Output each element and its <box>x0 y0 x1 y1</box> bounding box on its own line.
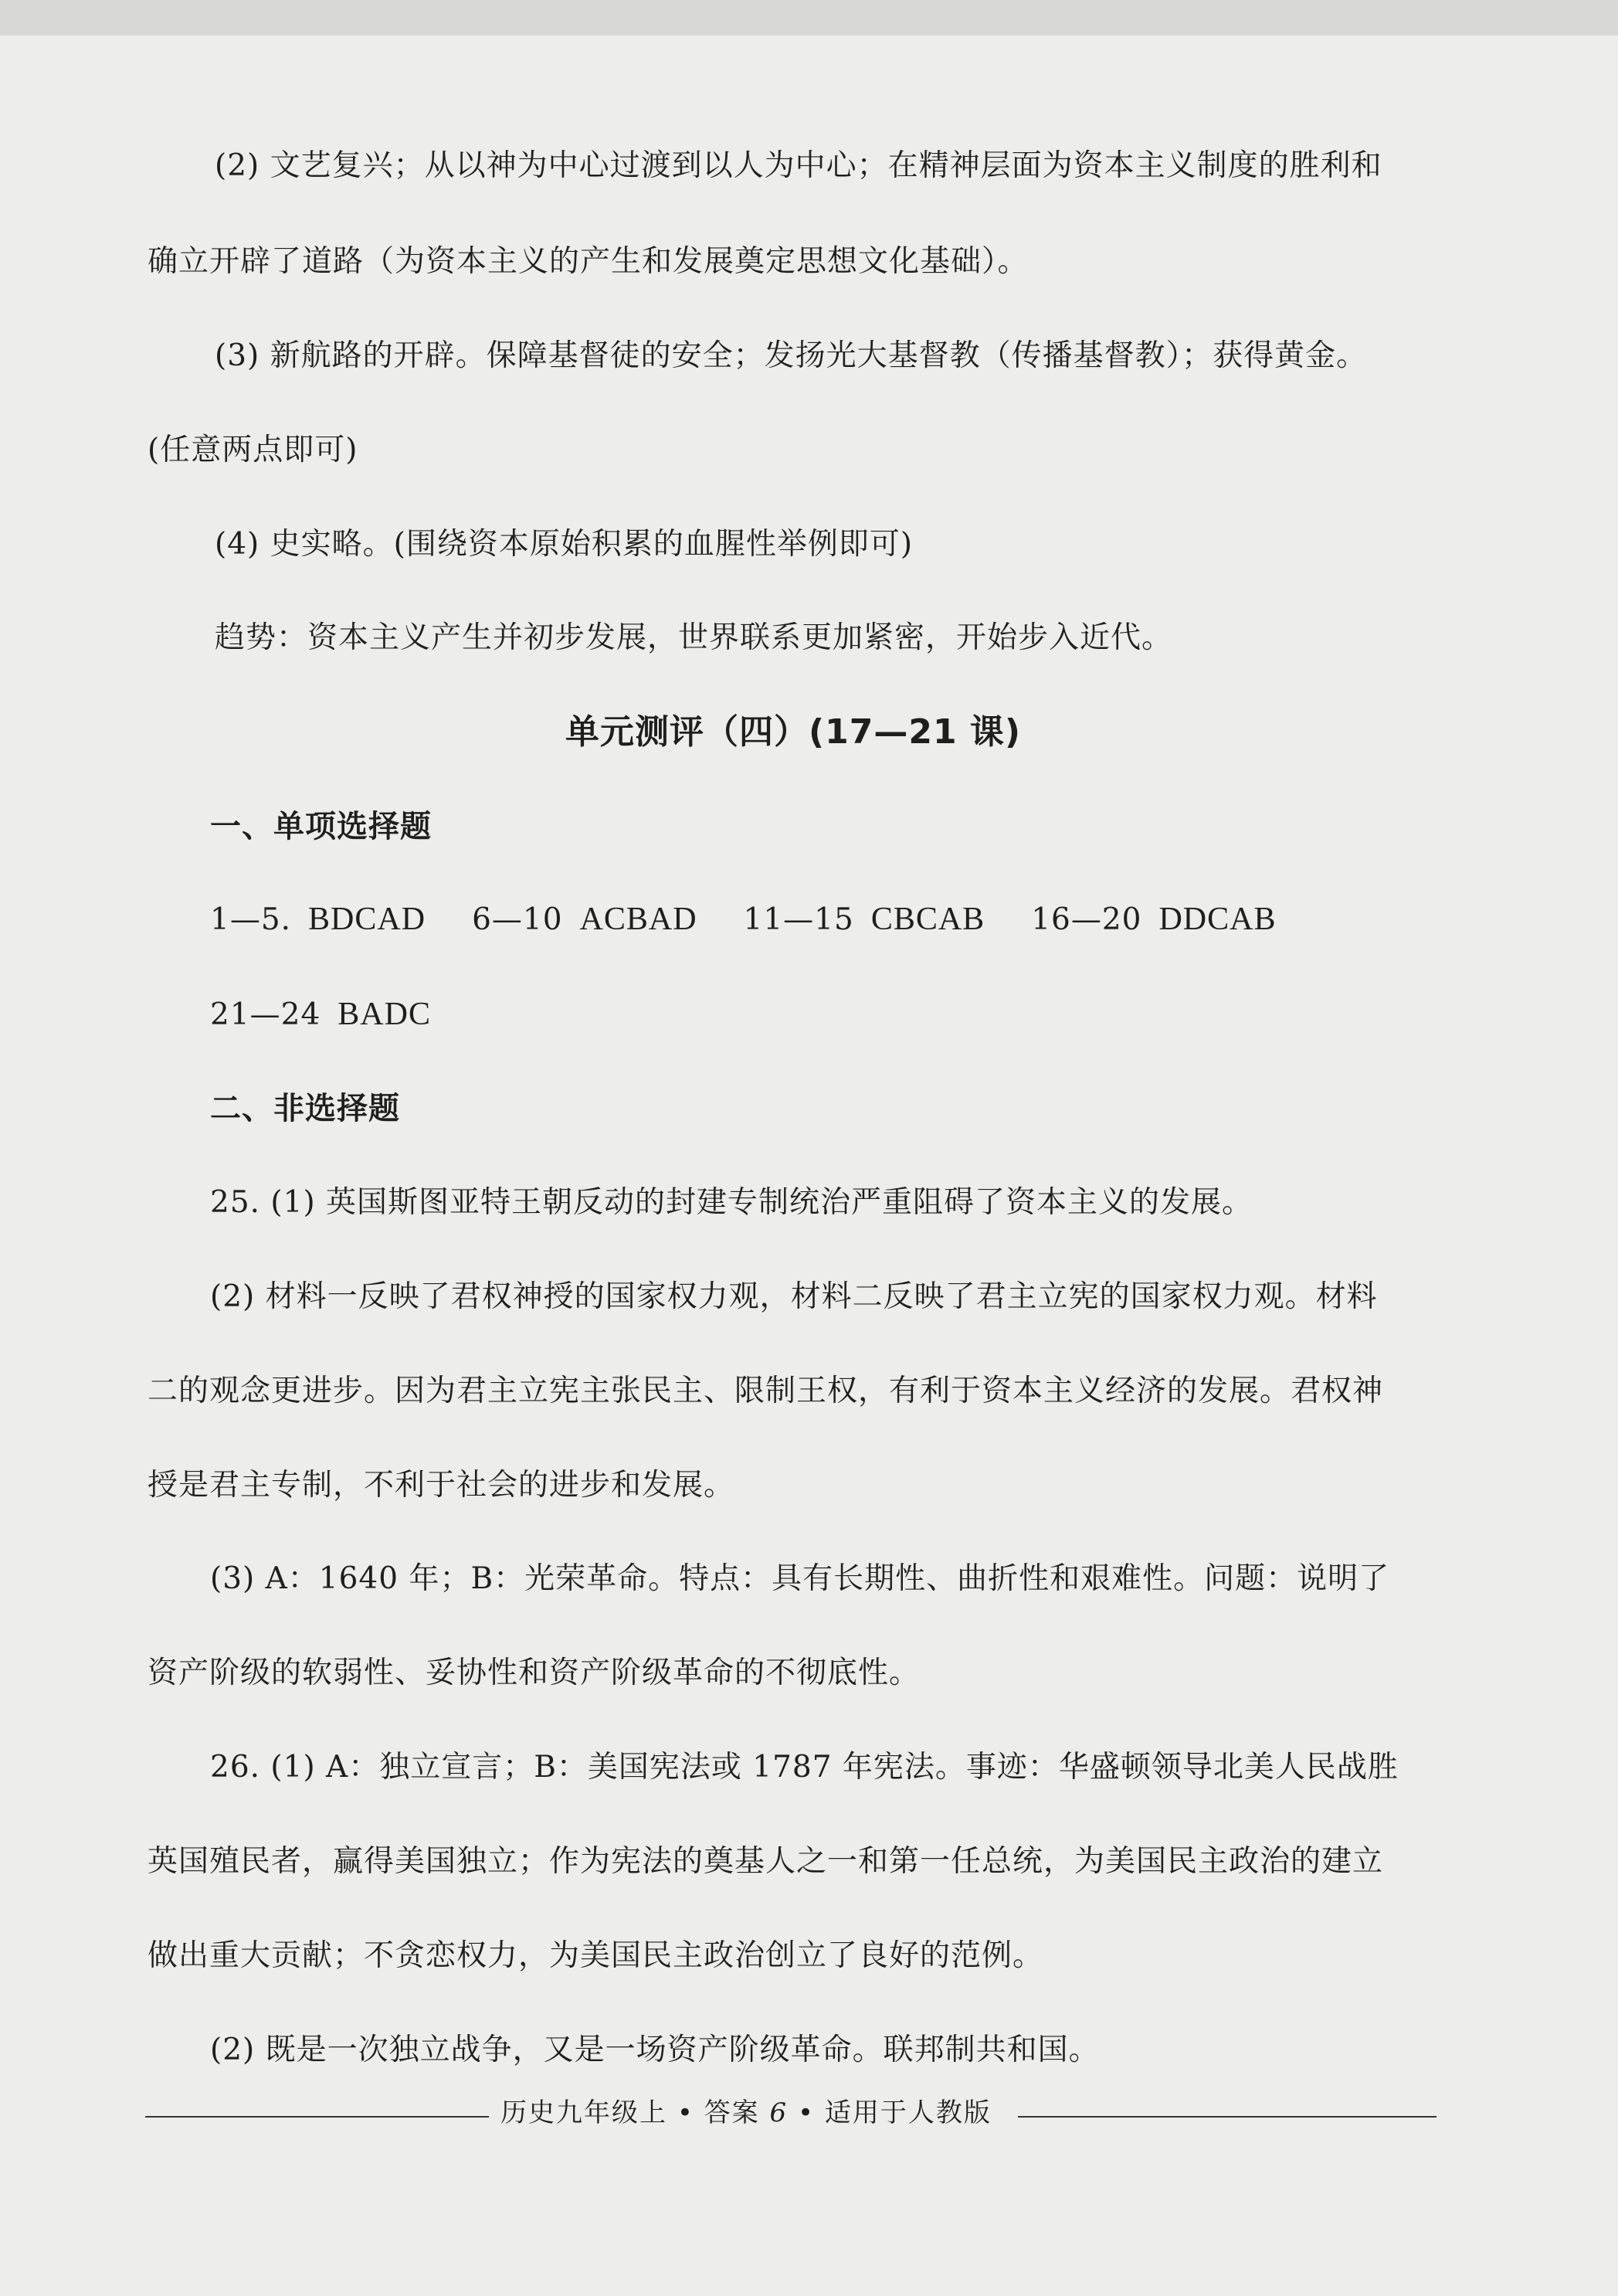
mc-answer: DDCAB <box>1158 902 1277 937</box>
answer-line: (2) 文艺复兴；从以神为中心过渡到以人为中心；在精神层面为资本主义制度的胜利和 <box>215 148 1382 183</box>
q25-line: 授是君主专制，不利于社会的进步和发展。 <box>148 1468 735 1503</box>
page-footer <box>500 2097 992 2128</box>
mc-range-label: 21—24 <box>210 997 321 1032</box>
q26-line: 英国殖民者，赢得美国独立；作为宪法的奠基人之一和第一任总统，为美国民主政治的建立 <box>148 1844 1384 1879</box>
mc-answer: BDCAD <box>308 902 426 937</box>
answer-line: 趋势：资本主义产生并初步发展，世界联系更加紧密，开始步入近代。 <box>215 620 1173 655</box>
footer-rule-right <box>1018 2116 1437 2118</box>
footer-dot: • <box>677 2097 694 2128</box>
footer-rule-left <box>145 2116 489 2118</box>
answer-line: 确立开辟了道路（为资本主义的产生和发展奠定思想文化基础）。 <box>148 244 1029 279</box>
q26-line: 26. (1) A：独立宣言；B：美国宪法或 1787 年宪法。事迹：华盛顿领导北美人民战胜 <box>210 1750 1399 1785</box>
footer-subject: 历史九年级上 <box>500 2097 667 2128</box>
footer-dot: • <box>797 2097 816 2128</box>
mc-answers-row-1 <box>210 903 1323 936</box>
q25-line: 资产阶级的软弱性、妥协性和资产阶级革命的不彻底性。 <box>148 1656 921 1690</box>
mc-range-label: 11—15 <box>743 902 854 937</box>
mc-answer: CBCAB <box>870 902 985 937</box>
mc-answers-row-2 <box>210 998 477 1031</box>
mc-answer: BADC <box>338 997 431 1032</box>
answer-line: (4) 史实略。(围绕资本原始积累的血腥性举例即可) <box>215 527 914 562</box>
footer-page-number: 6 <box>769 2097 789 2128</box>
scan-top-edge <box>0 0 1618 36</box>
answer-line: (3) 新航路的开辟。保障基督徒的安全；发扬光大基督教（传播基督教）；获得黄金。 <box>215 338 1368 373</box>
q26-line: 做出重大贡献；不贪恋权力，为美国民主政治创立了良好的范例。 <box>148 1938 1044 1973</box>
part1-heading: 一、单项选择题 <box>210 809 432 844</box>
mc-range-label: 1—5. <box>210 902 292 937</box>
footer-edition: 适用于人教版 <box>824 2097 992 2128</box>
footer-answer-label: 答案 <box>704 2097 760 2128</box>
mc-answer: ACBAD <box>579 902 697 937</box>
q25-line: (3) A：1640 年；B：光荣革命。特点：具有长期性、曲折性和艰难性。问题：说明了 <box>210 1561 1390 1596</box>
mc-range-label: 6—10 <box>472 902 563 937</box>
section-title: 单元测评（四）(17—21 课) <box>565 712 1021 752</box>
q25-line: (2) 材料一反映了君权神授的国家权力观，材料二反映了君主立宪的国家权力观。材料 <box>210 1279 1378 1314</box>
q26-line: (2) 既是一次独立战争，又是一场资产阶级革命。联邦制共和国。 <box>210 2033 1100 2067</box>
mc-range-label: 16—20 <box>1031 902 1142 937</box>
q25-line: 25. (1) 英国斯图亚特王朝反动的封建专制统治严重阻碍了资本主义的发展。 <box>210 1185 1253 1220</box>
part2-heading: 二、非选择题 <box>210 1091 400 1126</box>
answer-line: (任意两点即可) <box>148 433 358 467</box>
q25-line: 二的观念更进步。因为君主立宪主张民主、限制王权，有利于资本主义经济的发展。君权神 <box>148 1374 1384 1408</box>
